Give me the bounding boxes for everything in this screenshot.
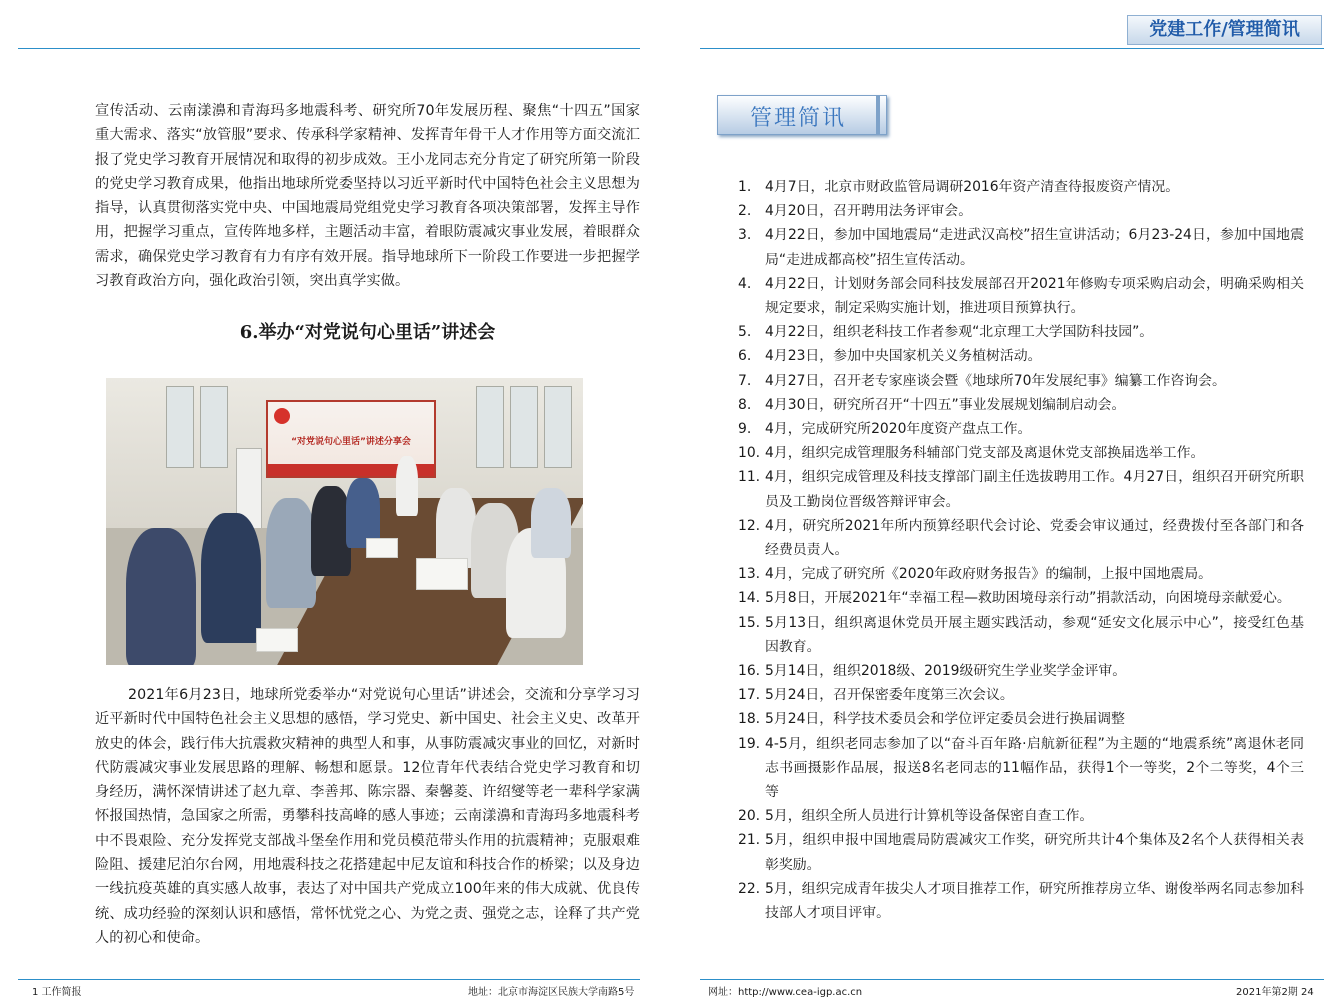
list-item-number: 6. [738, 348, 752, 365]
attendee [201, 513, 261, 643]
left-footer-address: 地址：北京市海淀区民族大学南路5号 [468, 987, 635, 998]
list-item-number: 8. [738, 396, 752, 413]
list-item-number: 4. [738, 275, 752, 292]
photo-window [544, 386, 572, 468]
list-item-text: 4月，完成研究所2020年度资产盘点工作。 [765, 421, 1032, 438]
list-item-number: 20. [738, 808, 761, 825]
speaker [396, 456, 418, 516]
list-item-number: 3. [738, 227, 752, 244]
photo-window [476, 386, 504, 468]
left-top-rule [18, 48, 640, 49]
list-item-text: 4月30日，研究所召开“十四五”事业发展规划编制启动会。 [765, 396, 1126, 413]
list-item-text: 4月22日，组织老科技工作者参观“北京理工大学国防科技园”。 [765, 324, 1154, 341]
list-item [738, 199, 1304, 223]
document-paper [366, 538, 398, 558]
list-item-text: 4-5月，组织老同志参加了以“奋斗百年路·启航新征程”为主题的“地震系统”离退休老同志书画摄影作品展，报送8名老同志的11幅作品，获得1个一等奖，2个二等奖，4个三等 [765, 735, 1304, 801]
list-item [738, 611, 1304, 659]
left-bottom-rule [18, 979, 640, 980]
list-item-number: 5. [738, 324, 752, 341]
banner-edge [876, 96, 880, 134]
section-title: 6.举办“对党说句心里话”讲述会 [239, 322, 496, 343]
list-item-number: 16. [738, 663, 761, 680]
list-item-number: 19. [738, 735, 761, 752]
list-item [738, 272, 1304, 320]
list-item [738, 707, 1304, 731]
list-item-number: 21. [738, 832, 761, 849]
document-paper [416, 558, 468, 590]
list-item-text: 4月22日，参加中国地震局“走进武汉高校”招生宣讲活动；6月23-24日，参加中国地震局“走进成都高校”招生宣传活动。 [765, 227, 1304, 268]
photo-window [510, 386, 538, 468]
list-item [738, 223, 1304, 271]
page-spine [660, 0, 684, 1008]
section-header-tag: 党建工作/管理简讯 [1127, 15, 1322, 45]
list-item-text: 4月27日，召开老专家座谈会暨《地球所70年发展纪事》编纂工作咨询会。 [765, 372, 1226, 389]
list-item [738, 175, 1304, 199]
screen-caption: “对党说句心里话”讲述分享会 [291, 437, 411, 447]
section-banner [717, 95, 887, 135]
photo-window [200, 386, 228, 468]
section-banner-title: 管理简讯 [750, 106, 847, 131]
list-item-text: 4月23日，参加中央国家机关义务植树活动。 [765, 348, 1042, 365]
photo-window [166, 386, 194, 468]
right-bottom-rule [700, 979, 1324, 980]
attendee [266, 498, 316, 608]
list-item-text: 5月，组织全所人员进行计算机等设备保密自查工作。 [765, 808, 1094, 825]
list-item-number: 14. [738, 590, 761, 607]
list-item-text: 4月，研究所2021年所内预算经职代会讨论、党委会审议通过，经费拨付至各部门和各经费员责人。 [765, 517, 1304, 559]
list-item [738, 732, 1304, 805]
document-paper [256, 628, 298, 652]
right-footer-issue: 2021年第2期 24 [1236, 987, 1314, 998]
list-item-number: 17. [738, 687, 761, 704]
list-item-text: 5月24日，科学技术委员会和学位评定委员会进行换届调整 [765, 711, 1125, 728]
list-item [738, 804, 1304, 828]
list-item [738, 514, 1304, 562]
list-item [738, 320, 1304, 344]
left-paragraph-1: 宣传活动、云南漾濞和青海玛多地震科考、研究所70年发展历程、聚焦“十四五”国家重大需求、落实“放管服”要求、传承科学家精神、发挥青年骨干人才作用等方面交流汇报了党史学习教育开展情况和取得的初步成效。王小龙同志充分肯定了研究所第一阶段的党史学习教育成果，他指出地球所党委坚持以习近平新时代中国特色社会主义思想为指导，认真贯彻落实党中央、中国地震局党组党史学习教育各项决策部署，发挥主导作用，把握学习重点，宣传阵地多样，主题活动丰富，着眼防震减灾事业发展，着眼群众需求，确保党史学习教育有力有序有效开展。指导地球所下一阶段工作要进一步把握学习教育政治方向，强化政治引领，突出真学实做。 [95, 103, 640, 290]
list-item-number: 15. [738, 614, 761, 631]
list-item-number: 11. [738, 469, 761, 486]
list-item-number: 1. [738, 179, 752, 195]
list-item-text: 5月13日，组织离退休党员开展主题实践活动，参观“延安文化展示中心”，接受红色基因教育。 [765, 614, 1304, 655]
attendee [126, 528, 196, 665]
list-item-text: 5月24日，召开保密委年度第三次会议。 [765, 687, 1014, 704]
list-item-text: 4月7日，北京市财政监管局调研2016年资产清查待报废资产情况。 [765, 179, 1180, 195]
list-item [738, 417, 1304, 441]
list-item [738, 465, 1304, 513]
list-item-text: 4月，组织完成管理服务科辅部门党支部及离退休党支部换届选举工作。 [765, 445, 1205, 462]
list-item [738, 369, 1304, 393]
list-item-number: 7. [738, 372, 752, 389]
list-item [738, 683, 1304, 707]
list-item-text: 5月，组织申报中国地震局防震减灾工作奖，研究所共计4个集体及2名个人获得相关表彰奖励。 [765, 832, 1304, 873]
attendee [311, 486, 351, 576]
list-item-number: 2. [738, 203, 752, 220]
list-item [738, 441, 1304, 465]
left-paragraph-2: 2021年6月23日，地球所党委举办“对党说句心里话”讲述会，交流和分享学习习近平新时代中国特色社会主义思想的感悟，学习党史、新中国史、社会主义史、改革开放史的体会，践行伟大抗震救灾精神的典型人和事，从事防震减灾事业的回忆，对新时代防震减灾事业发展思路的理解、畅想和愿景。12位青年代表结合党史学习教育和切身经历，满怀深情讲述了赵九章、李善邦、陈宗器、秦馨菱、许绍燮等老一辈科学家满怀报国热情，急国家之所需，勇攀科技高峰的感人事迹；云南漾濞和青海玛多地震科考中不畏艰险、充分发挥党支部战斗堡垒作用和党员模范带头作用的抗震精神；克服艰难险阻、援建尼泊尔台网，用地震科技之花搭建起中尼友谊和科技合作的桥梁；以及身边一线抗疫英雄的真实感人故事，表达了对中国共产党成立100年来的伟大成就、优良传统、成功经验的深刻认识和感悟，常怀忧党之心、为党之责、强党之志，诠释了共产党人的初心和使命。 [95, 687, 640, 946]
list-item-number: 10. [738, 445, 761, 462]
list-item-number: 12. [738, 517, 761, 534]
list-item [738, 586, 1304, 610]
list-item-text: 5月，组织完成青年拔尖人才项目推荐工作，研究所推荐房立华、谢俊举两名同志参加科技部人才项目评审。 [765, 880, 1304, 922]
list-item [738, 393, 1304, 417]
list-item-number: 13. [738, 566, 761, 583]
list-item-text: 4月，完成了研究所《2020年政府财务报告》的编制，上报中国地震局。 [765, 566, 1213, 583]
list-item [738, 562, 1304, 586]
attendee [436, 488, 476, 568]
list-item-text: 4月20日，召开聘用法务评审会。 [765, 203, 973, 220]
list-item-text: 4月，组织完成管理及科技支撑部门副主任选拔聘用工作。4月27日，组织召开研究所职员及工勤岗位晋级答辩评审会。 [765, 469, 1304, 510]
right-footer-website: 网址：http://www.cea-igp.ac.cn [708, 987, 863, 998]
list-item-number: 18. [738, 711, 761, 728]
left-footer-page-label: 1 工作简报 [32, 987, 82, 998]
list-item [738, 828, 1304, 876]
list-item-text: 5月8日，开展2021年“幸福工程—救助困境母亲行动”捐款活动，向困境母亲献爱心。 [765, 590, 1291, 607]
list-item [738, 344, 1304, 368]
meeting-photo [106, 378, 583, 665]
list-item-number: 9. [738, 421, 752, 438]
right-top-rule [700, 48, 1324, 49]
list-item-text: 4月22日，计划财务部会同科技发展部召开2021年修购专项采购启动会，明确采购相关规定要求，制定采购实施计划，推进项目预算执行。 [765, 275, 1304, 317]
news-list [738, 175, 1304, 925]
attendee [531, 488, 571, 558]
list-item-number: 22. [738, 880, 761, 897]
list-item [738, 659, 1304, 683]
list-item-text: 5月14日，组织2018级、2019级研究生学业奖学金评审。 [765, 663, 1127, 680]
list-item [738, 877, 1304, 925]
party-emblem-icon [274, 408, 290, 424]
